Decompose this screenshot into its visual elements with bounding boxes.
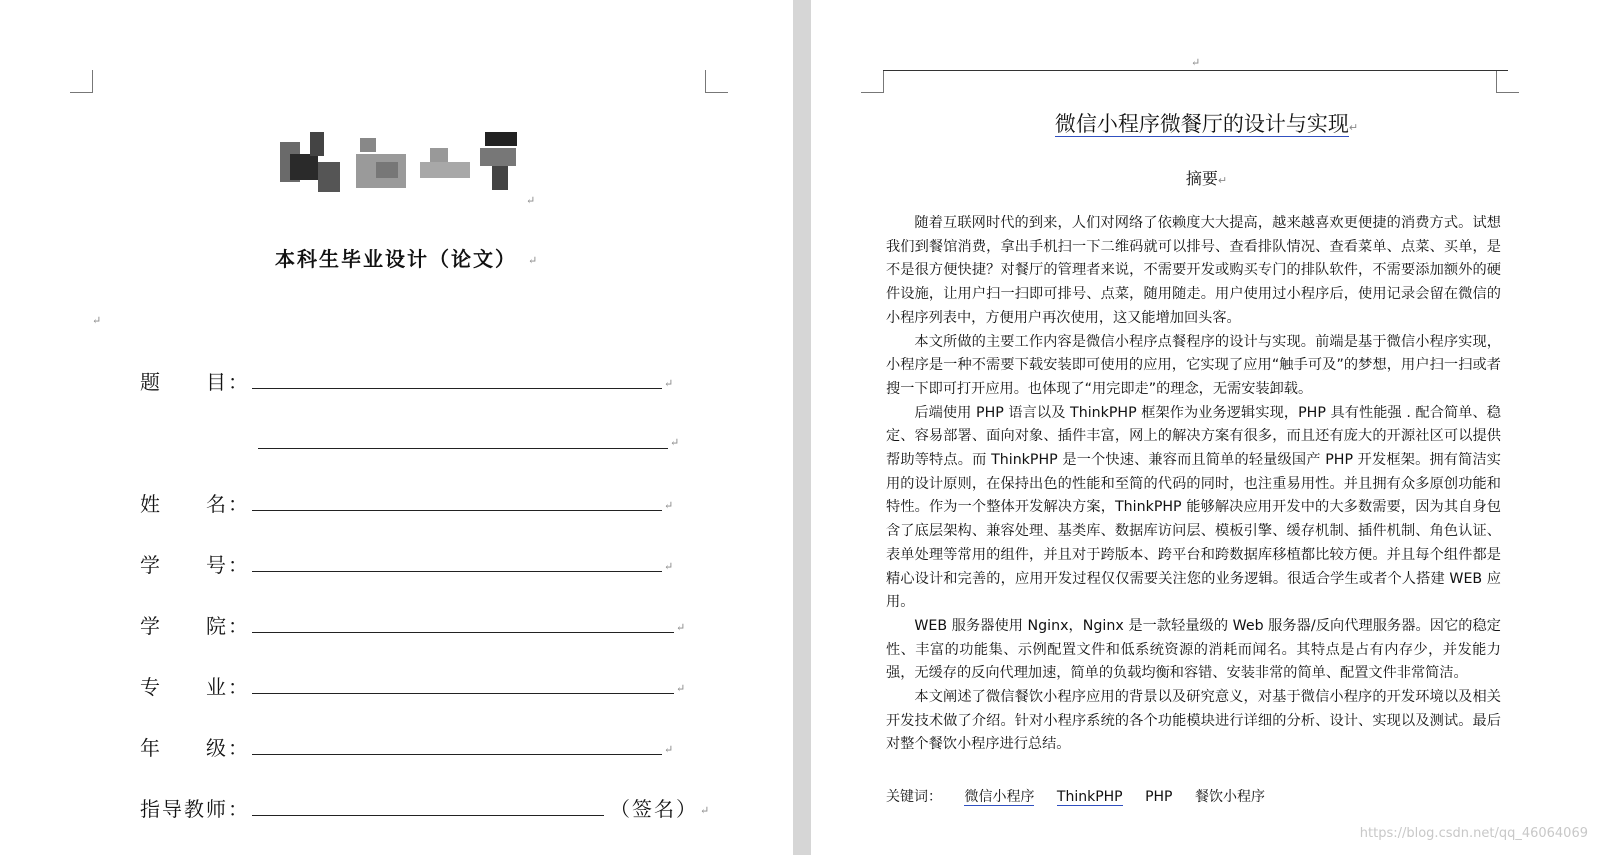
keywords-row: [886, 786, 1283, 806]
abstract-page: [811, 0, 1602, 855]
paragraph-mark: [676, 682, 685, 695]
crop-mark: [705, 70, 728, 93]
abstract-heading: 摘要 ↵: [811, 166, 1602, 189]
abstract-body[interactable]: [886, 212, 1501, 757]
cover-page: [0, 0, 793, 855]
crop-mark: [1496, 70, 1519, 93]
paragraph-mark: [664, 377, 673, 390]
paragraph-mark: [670, 436, 679, 449]
paragraph-mark: [528, 254, 537, 267]
paragraph-mark: [1191, 56, 1200, 69]
title-input[interactable]: [252, 388, 662, 389]
advisor-input[interactable]: [252, 815, 604, 816]
keyword: 餐饮小程序: [1194, 789, 1265, 805]
paragraph-mark: [664, 560, 673, 573]
field-label-title: 题 目：: [140, 370, 250, 394]
document-title: 微信小程序微餐厅的设计与实现 ↵: [811, 108, 1602, 138]
field-label-major: 专 业：: [140, 675, 250, 699]
paragraph-mark: [664, 743, 673, 756]
crop-mark: [70, 70, 93, 93]
cover-title: 本科生毕业设计（论文）: [275, 247, 517, 271]
grade-input[interactable]: [252, 754, 662, 755]
paragraph-mark: [526, 194, 535, 207]
abstract-paragraph: 随着互联网时代的到来，人们对网络了依赖度大大提高，越来越喜欢更便捷的消费方式。试想我们到餐馆消费，拿出手机扫一下二维码就可以排号、查看排队情况、查看菜单、点菜、买单，是不是很方便快捷？对餐厅的管理者来说，不需要开发或购买专门的排队软件，不需要添加额外的硬件设施，让用户扫一扫即可排号、点菜，随用随走。用户使用过小程序后，使用记录会留在微信的小程序列表中，方便用户再次使用，这又能增加回头客。: [886, 215, 1501, 326]
watermark: https://blog.csdn.net/qq_46064069: [1359, 826, 1588, 841]
field-label-college: 学 院：: [140, 614, 250, 638]
field-label-advisor: 指导教师：: [140, 797, 250, 821]
major-input[interactable]: [252, 693, 674, 694]
signature-note: （签名）: [610, 797, 698, 821]
keyword: ThinkPHP: [1056, 789, 1123, 805]
crop-mark: [861, 70, 884, 93]
name-input[interactable]: [252, 510, 662, 511]
keyword: 微信小程序: [964, 789, 1035, 805]
keyword: PHP: [1145, 789, 1173, 805]
university-name-logo: [280, 132, 530, 198]
abstract-paragraph: 后端使用 PHP 语言以及 ThinkPHP 框架作为业务逻辑实现，PHP 具有性能强 . 配合简单、稳定、容易部署、面向对象、插件丰富，网上的解决方案有很多，而且还有庞大的开源社区可以提供帮助等特点。而 ThinkPHP 是一个快速、兼容而且简单的轻量级国产 PHP 开发框架。拥有简洁实用的设计原则，在保持出色的性能和至简的代码的同时，也注重易用性。并且拥有众多原创功能和特性。作为一个整体开发解决方案，ThinkPHP 能够解决应用开发中的大多数需要，因为其自身包含了底层架构、兼容处理、基类库、数据库访问层、模板引擎、缓存机制、插件机制、角色认证、表单处理等常用的组件，并且对于跨版本、跨平台和跨数据库移植都比较方便。并且每个组件都是精心设计和完善的，应用开发过程仅仅需要关注您的业务逻辑。很适合学生或者个人搭建 WEB 应用。: [886, 404, 1501, 611]
field-label-grade: 年 级：: [140, 736, 250, 760]
field-label-name: 姓 名：: [140, 492, 250, 516]
title-line2-input[interactable]: [258, 448, 668, 449]
abstract-paragraph: WEB 服务器使用 Nginx，Nginx 是一款轻量级的 Web 服务器/反向代理服务器。因它的稳定性、丰富的功能集、示例配置文件和低系统资源的消耗而闻名。其特点是占有内存少，并发能力强，无缓存的反向代理加速，简单的负载均衡和容错、安装非常的简单、配置文件非常简洁。: [886, 617, 1501, 682]
paragraph-mark: [92, 314, 101, 327]
abstract-paragraph: 本文阐述了微信餐饮小程序应用的背景以及研究意义，对基于微信小程序的开发环境以及相关开发技术做了介绍。针对小程序系统的各个功能模块进行详细的分析、设计、实现以及测试。最后对整个餐饮小程序进行总结。: [886, 689, 1501, 753]
field-label-student-id: 学 号：: [140, 553, 250, 577]
college-input[interactable]: [252, 632, 674, 633]
paragraph-mark: [700, 804, 709, 817]
header-rule: [883, 70, 1508, 71]
paragraph-mark: [664, 499, 673, 512]
paragraph-mark: [676, 621, 685, 634]
abstract-paragraph: 本文所做的主要工作内容是微信小程序点餐程序的设计与实现。前端是基于微信小程序实现，小程序是一种不需要下载安装即可使用的应用，它实现了应用“触手可及”的梦想，用户扫一扫或者搜一下即可打开应用。也体现了“用完即走”的理念，无需安装卸载。: [886, 333, 1501, 397]
keywords-label: 关键词：: [886, 789, 942, 805]
student-id-input[interactable]: [252, 571, 662, 572]
